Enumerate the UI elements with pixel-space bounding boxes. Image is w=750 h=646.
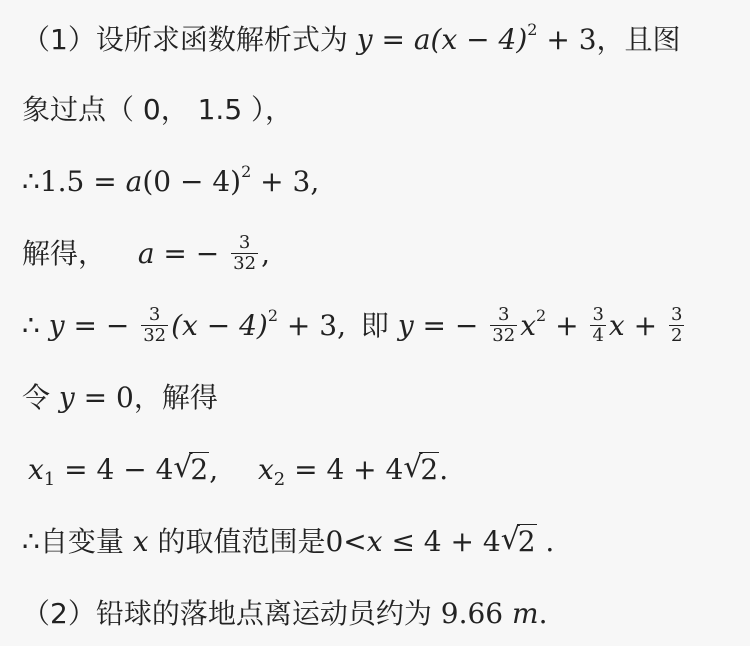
namely-text: 即	[360, 309, 389, 342]
sqrt-2: √ 2	[173, 450, 209, 486]
fraction-quadratic-coeff: $\frac{3}{32}$	[492, 304, 516, 346]
fraction-coefficient: $\frac{3}{32}$	[143, 304, 167, 346]
part2-label: （2）	[22, 597, 96, 630]
part2-line: （2）铅球的落地点离运动员约为 9.66 m.	[22, 597, 548, 630]
therefore-symbol: ∴	[22, 309, 40, 342]
part1-text: 设所求函数解析式为	[95, 23, 348, 56]
therefore-symbol: ∴	[22, 165, 40, 198]
solve-a-line: 解得， a = − $\frac{3}{32}$ ,	[22, 232, 270, 274]
point-text: 象过点（ 0， 1.5 ），	[22, 93, 294, 126]
sqrt-2: √ 2	[403, 450, 439, 486]
fraction-constant: $\frac{3}{2}$	[670, 304, 683, 346]
sqrt-2: √ 2	[500, 522, 536, 558]
function-line: ∴ y = − $\frac{3}{32}$ $(x - 4)^2 + 3$, 即 y = − $\frac{3}{32}$ $x^2$ + $\frac{3}{4}$ x + $\frac{3}{2}$	[22, 304, 683, 346]
equation-tail: + 3	[537, 23, 597, 56]
fraction-a-value: $\frac{3}{32}$	[233, 232, 257, 274]
domain-line: ∴自变量 x 的取值范围是0<x ≤ 4 + 4 √ 2 .	[22, 522, 738, 562]
variable-a: a	[137, 237, 155, 270]
point-line	[22, 90, 738, 130]
part1-text-end: ，且图	[596, 23, 681, 56]
substitution-lhs: 1.5 =	[39, 165, 126, 198]
distance-value: 9.66	[440, 597, 504, 630]
solve-text: 解得，	[22, 237, 107, 270]
unit: m	[512, 597, 539, 630]
substitution-tail: + 3,	[251, 165, 320, 198]
vertex-form-equation: y = a(x − 4)	[356, 23, 528, 56]
substitution-line	[22, 162, 738, 202]
substitution-mid: (0 − 4)	[142, 165, 242, 198]
exponent: 2	[241, 162, 252, 181]
fraction-linear-coeff: $\frac{3}{4}$	[592, 304, 604, 346]
exponent: 2	[527, 20, 538, 39]
roots-line: $x_1 = 4 - 4$ √ 2, $x_2 = 4 + 4$ √ 2.	[28, 450, 449, 490]
variable-y: y	[48, 309, 65, 342]
part1-line	[22, 20, 738, 60]
part1-label: （1）	[22, 23, 96, 56]
variable-a: a	[125, 165, 143, 198]
set-y-zero-line: 令 y = 0，解得	[22, 381, 218, 414]
equals-minus: = −	[154, 237, 220, 270]
